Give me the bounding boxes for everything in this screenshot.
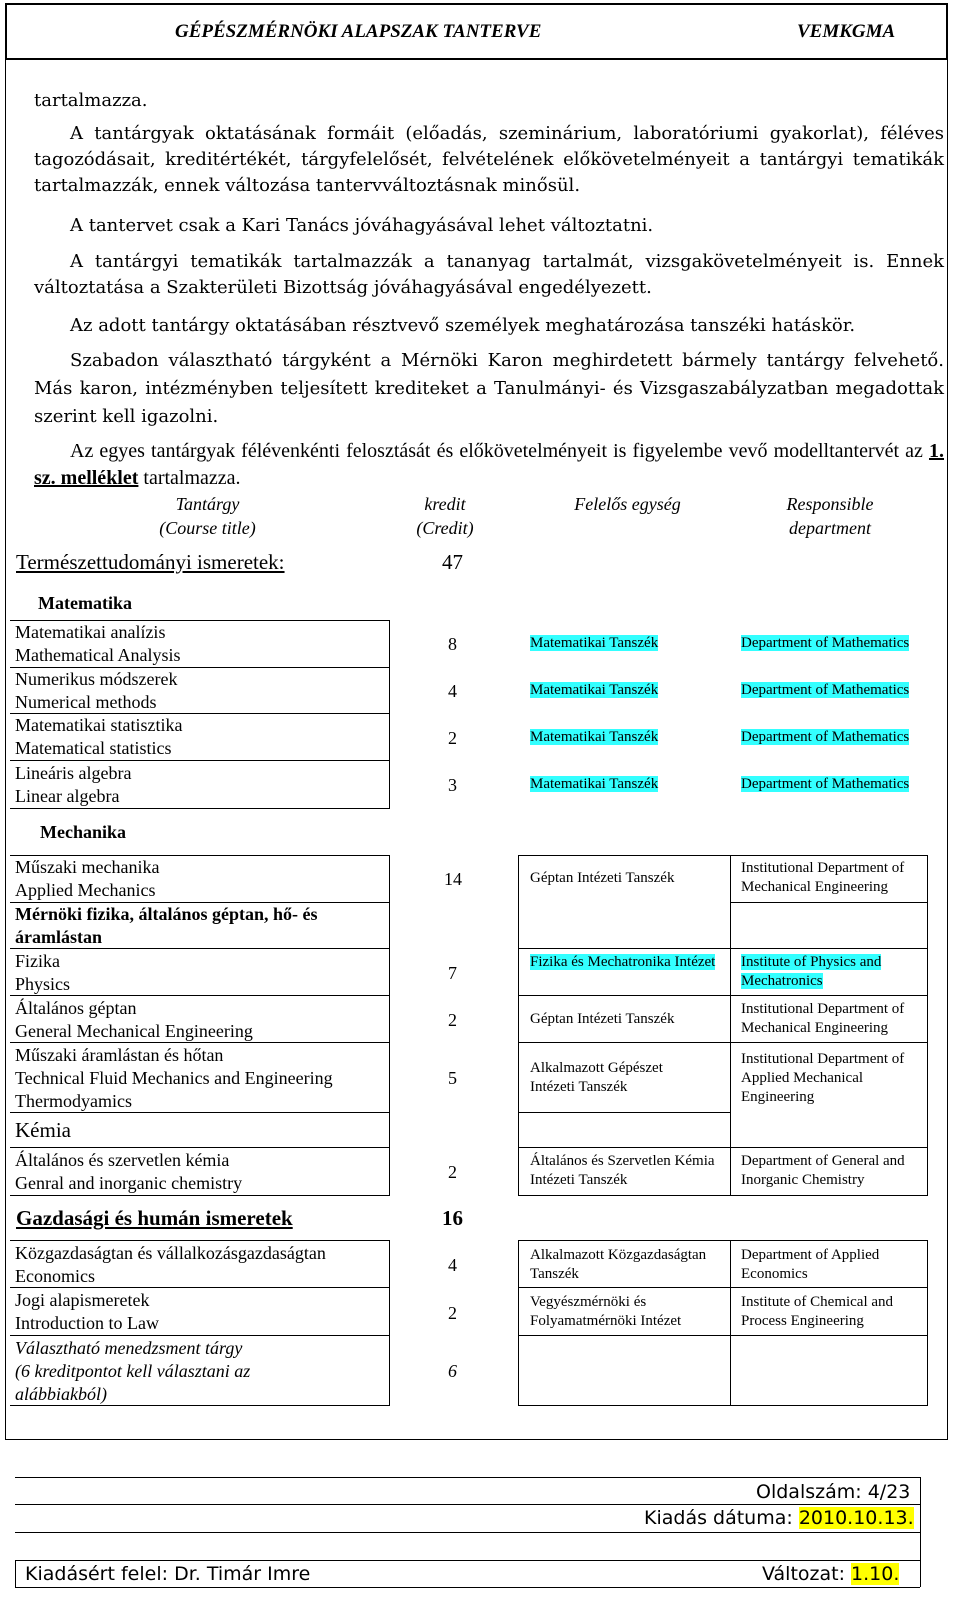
attachment-link[interactable]: 1. sz. melléklet — [34, 440, 945, 489]
col-department-line1: Responsible — [786, 494, 874, 514]
col-subject-header — [120, 492, 295, 540]
footer-page-label: Oldalszám: — [756, 1481, 862, 1503]
course-en: (6 kreditpontot kell választani az alábbiakból) — [15, 1361, 251, 1404]
course-hu: Műszaki mechanika — [15, 857, 160, 877]
paragraph-5: Szabadon választható tárgyként a Mérnöki Karon meghirdetett bármely tantárgy felvehető. Más karon, intézményben teljesített krediteket a Tanulmányi- és Vizsgaszabályzatban megadottak szerint kell igazolni. — [34, 350, 944, 427]
credit-value: 4 — [448, 681, 457, 701]
course-hu: Műszaki áramlástan és hőtan — [15, 1045, 224, 1065]
dept-name: Department of General and Inorganic Chemistry — [741, 1153, 905, 1188]
table-row — [15, 762, 131, 808]
unit-name: Géptan Intézeti Tanszék — [530, 1011, 675, 1027]
section-econ-credits: 16 — [442, 1206, 463, 1230]
col-credit-header — [390, 492, 500, 540]
footer-date-value: 2010.10.13. — [798, 1507, 914, 1529]
course-hu: Általános és szervetlen kémia — [15, 1150, 230, 1170]
course-en: Economics — [15, 1266, 95, 1286]
course-hu: Választható menedzsment tárgy — [15, 1338, 243, 1358]
unit-name: Matematikai Tanszék — [530, 635, 659, 651]
section-natural-credits: 47 — [442, 550, 463, 574]
table-row — [15, 1242, 326, 1288]
paragraph-3: A tantárgyi tematikák tartalmazzák a tananyag tartalmát, vizsgakövetelményeit is. Ennek változtatása a Szakterületi Bizottság jóváhagyásával engedélyezett. — [34, 251, 944, 298]
course-en: Mathematical Analysis — [15, 645, 181, 665]
credit-value: 4 — [448, 1255, 457, 1275]
footer-version-value: 1.10. — [851, 1563, 900, 1585]
course-en: General Mechanical Engineering — [15, 1021, 253, 1041]
table-row — [15, 1337, 315, 1406]
footer-date — [644, 1507, 914, 1529]
table-row — [15, 1044, 385, 1113]
header-code: VEMKGMA — [797, 21, 896, 42]
dept-name: Department of Mathematics — [741, 776, 910, 792]
paragraph-6-text: Az egyes tantárgyak félévenkénti felosztását és előkövetelményeit is figyelembe vevő modelltantervét az — [70, 440, 923, 462]
col-department-header — [750, 492, 910, 540]
course-en: Applied Mechanics — [15, 880, 156, 900]
table-row — [15, 997, 253, 1043]
col-responsible-header: Felelős egység — [574, 494, 681, 514]
course-hu: Matematikai analízis — [15, 622, 166, 642]
paragraph-2: A tantervet csak a Kari Tanács jóváhagyásával lehet változtatni. — [70, 215, 654, 236]
page-header — [5, 3, 948, 60]
header-title: GÉPÉSZMÉRNÖKI ALAPSZAK TANTERVE — [175, 21, 542, 42]
credit-value: 2 — [448, 728, 457, 748]
unit-name: Általános és Szervetlen Kémia Intézeti Tanszék — [530, 1153, 715, 1188]
dept-name: Institute of Chemical and Process Engineering — [741, 1294, 894, 1329]
col-department-line2: department — [789, 518, 871, 538]
col-credit-hu: kredit — [424, 494, 466, 514]
paragraph-6 — [34, 438, 944, 492]
paragraph-1: A tantárgyak oktatásának formáit (előadás, szeminárium, laboratóriumi gyakorlat), féléves tagozódásait, kreditértékét, tárgyfelelősét, felvételének előkövetelményeit a tantárgyi tematikák tartalmazzák, ennek változása tantervváltoztásnak minősül. — [34, 123, 944, 196]
dept-name: Institutional Department of Applied Mechanical Engineering — [741, 1051, 905, 1105]
footer-page — [756, 1481, 910, 1503]
unit-name: Vegyészmérnöki és Folyamatmérnöki Intézet — [530, 1294, 682, 1329]
section-natural-title: Természettudományi ismeretek: — [16, 550, 285, 574]
dept-name: Institute of Physics and Mechatronics — [741, 954, 882, 989]
course-hu: Jogi alapismeretek — [15, 1290, 150, 1310]
table-row — [15, 950, 70, 996]
unit-name: Géptan Intézeti Tanszék — [530, 870, 675, 886]
course-en: Genral and inorganic chemistry — [15, 1173, 243, 1193]
footer-responsible-label: Kiadásért felel: — [25, 1563, 169, 1585]
paragraph-0: tartalmazza. — [34, 90, 148, 111]
section-econ-title: Gazdasági és humán ismeretek — [16, 1206, 293, 1230]
dept-name: Department of Applied Economics — [741, 1247, 880, 1282]
dept-name: Department of Mathematics — [741, 635, 910, 651]
credit-value: 2 — [448, 1303, 457, 1323]
course-en: Matematical statistics — [15, 738, 172, 758]
table-row — [15, 856, 159, 902]
footer-date-label: Kiadás dátuma: — [644, 1507, 793, 1529]
dept-name: Institutional Department of Mechanical Engineering — [741, 860, 905, 895]
credit-value: 14 — [444, 869, 462, 889]
dept-name: Institutional Department of Mechanical Engineering — [741, 1001, 905, 1036]
course-en: Introduction to Law — [15, 1313, 159, 1333]
course-en: Linear algebra — [15, 786, 120, 806]
course-hu: Általános géptan — [15, 998, 137, 1018]
footer-version — [762, 1563, 899, 1585]
col-credit-en: (Credit) — [416, 518, 474, 538]
dept-name: Department of Mathematics — [741, 682, 910, 698]
course-hu: Közgazdaságtan és vállalkozásgazdaságtan — [15, 1243, 326, 1263]
course-en: Physics — [15, 974, 71, 994]
course-en: Numerical methods — [15, 692, 157, 712]
course-en: Technical Fluid Mechanics and Engineering Thermodyamics — [15, 1068, 333, 1111]
footer-version-label: Változat: — [762, 1563, 845, 1585]
credit-value: 7 — [448, 963, 457, 983]
paragraph-4: Az adott tantárgy oktatásában résztvevő személyek meghatározása tanszéki hatáskör. — [70, 315, 856, 336]
course-hu: Matematikai statisztika — [15, 715, 183, 735]
course-hu: Fizika — [15, 951, 60, 971]
section-engphys-title: Mérnöki fizika, általános géptan, hő- és áramlástan — [15, 904, 318, 947]
credit-value: 2 — [448, 1162, 457, 1182]
unit-name: Matematikai Tanszék — [530, 729, 659, 745]
unit-name: Alkalmazott Közgazdaságtan Tanszék — [530, 1247, 707, 1282]
table-row — [15, 1149, 242, 1195]
table-row — [15, 621, 180, 667]
section-chem-title: Kémia — [15, 1118, 71, 1142]
section-math-title: Matematika — [38, 593, 132, 613]
col-subject-en: (Course title) — [159, 518, 256, 538]
unit-name: Alkalmazott Gépészet Intézeti Tanszék — [530, 1060, 663, 1095]
unit-name: Matematikai Tanszék — [530, 682, 659, 698]
footer-page-value: 4/23 — [867, 1481, 911, 1503]
table-row — [15, 714, 182, 760]
credit-value: 2 — [448, 1010, 457, 1030]
footer-responsible — [25, 1563, 310, 1585]
unit-name: Fizika és Mechatronika Intézet — [530, 954, 716, 970]
unit-name: Matematikai Tanszék — [530, 776, 659, 792]
credit-value: 6 — [448, 1361, 457, 1381]
table-row — [15, 668, 177, 714]
dept-name: Department of Mathematics — [741, 729, 910, 745]
credit-value: 5 — [448, 1068, 457, 1088]
footer-responsible-value: Dr. Timár Imre — [174, 1563, 311, 1585]
section-mech-title: Mechanika — [40, 822, 127, 842]
credit-value: 8 — [448, 634, 457, 654]
course-hu: Numerikus módszerek — [15, 669, 178, 689]
col-subject-hu: Tantárgy — [175, 494, 240, 514]
course-hu: Lineáris algebra — [15, 763, 132, 783]
table-row — [15, 1289, 159, 1335]
paragraph-6-end: tartalmazza. — [143, 467, 241, 489]
credit-value: 3 — [448, 775, 457, 795]
